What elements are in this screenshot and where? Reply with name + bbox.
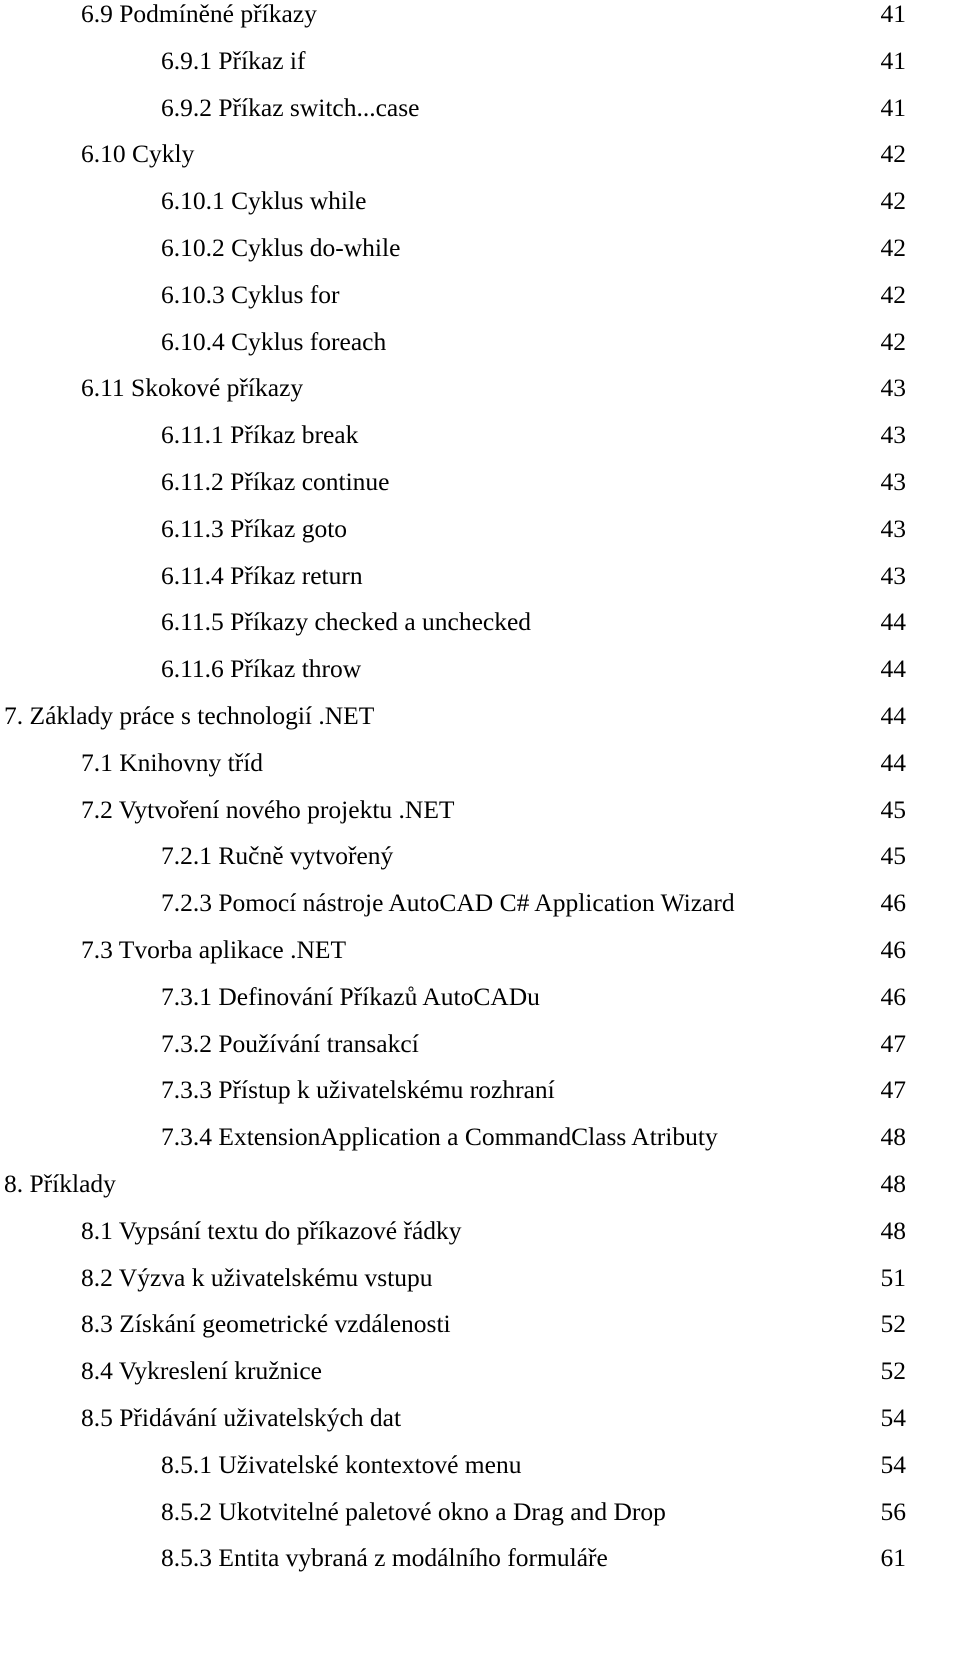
toc-entry[interactable] [0, 1451, 960, 1498]
toc-entry-page-number: 42 [880, 326, 906, 356]
toc-entry[interactable] [0, 328, 960, 375]
toc-entry-page-number: 46 [880, 934, 906, 964]
toc-entry-title: 8.5.1 Uživatelské kontextové menu [161, 1449, 522, 1479]
toc-entry-title: 6.9 Podmíněné příkazy [81, 0, 317, 28]
toc-entry-page-number: 41 [880, 45, 906, 75]
toc-entry[interactable] [0, 234, 960, 281]
toc-entry-page-number: 52 [880, 1309, 906, 1339]
toc-entry-page-number: 41 [880, 0, 906, 28]
toc-entry[interactable] [0, 1030, 960, 1077]
toc-entry[interactable] [0, 468, 960, 515]
toc-entry-page-number: 44 [880, 654, 906, 684]
toc-entry-page-number: 48 [880, 1215, 906, 1245]
toc-entry-title: 6.9.2 Příkaz switch...case [161, 92, 420, 122]
toc-entry-title: 6.10.2 Cyklus do-while [161, 232, 401, 262]
toc-entry[interactable] [0, 842, 960, 889]
toc-entry[interactable] [0, 889, 960, 936]
toc-entry-title: 8. Příklady [4, 1168, 116, 1198]
toc-entry-page-number: 46 [880, 981, 906, 1011]
toc-entry-title: 7.3.4 ExtensionApplication a CommandClass Atributy [161, 1122, 718, 1152]
toc-entry[interactable] [0, 1170, 960, 1217]
toc-entry-page-number: 61 [880, 1543, 906, 1573]
toc-entry[interactable] [0, 608, 960, 655]
toc-entry-page-number: 42 [880, 139, 906, 169]
toc-entry-title: 7.2 Vytvoření nového projektu .NET [81, 794, 455, 824]
toc-entry[interactable] [0, 1123, 960, 1170]
toc-entry[interactable] [0, 936, 960, 983]
toc-entry[interactable] [0, 1310, 960, 1357]
toc-entry-title: 6.11.4 Příkaz return [161, 560, 363, 590]
toc-entry-title: 6.11.1 Příkaz break [161, 420, 359, 450]
toc-entry[interactable] [0, 983, 960, 1030]
toc-entry-title: 7.1 Knihovny tříd [81, 747, 264, 777]
toc-entry-title: 8.5 Přidávání uživatelských dat [81, 1402, 402, 1432]
toc-entry-page-number: 45 [880, 794, 906, 824]
toc-entry[interactable] [0, 1357, 960, 1404]
toc-entry-title: 8.1 Vypsání textu do příkazové řádky [81, 1215, 462, 1245]
toc-entry[interactable] [0, 94, 960, 141]
toc-entry-page-number: 48 [880, 1122, 906, 1152]
toc-entry-title: 8.4 Vykreslení kružnice [81, 1356, 323, 1386]
toc-entry-page-number: 54 [880, 1449, 906, 1479]
toc-entry-page-number: 51 [880, 1262, 906, 1292]
toc-entry[interactable] [0, 140, 960, 187]
toc-entry-page-number: 56 [880, 1496, 906, 1526]
toc-entry-title: 8.3 Získání geometrické vzdálenosti [81, 1309, 451, 1339]
toc-entry-title: 6.10.4 Cyklus foreach [161, 326, 387, 356]
toc-entry-title: 7.2.3 Pomocí nástroje AutoCAD C# Application Wizard [161, 888, 735, 918]
toc-entry-title: 7.3.2 Používání transakcí [161, 1028, 419, 1058]
toc-entry-title: 6.9.1 Příkaz if [161, 45, 306, 75]
toc-entry[interactable] [0, 1404, 960, 1451]
toc-entry-title: 6.10 Cykly [81, 139, 195, 169]
toc-entry-title: 6.11.2 Příkaz continue [161, 466, 390, 496]
toc-entry-page-number: 43 [880, 466, 906, 496]
toc-entry-page-number: 43 [880, 420, 906, 450]
toc-entry[interactable] [0, 562, 960, 609]
toc-entry[interactable] [0, 374, 960, 421]
toc-entry[interactable] [0, 515, 960, 562]
toc-entry[interactable] [0, 655, 960, 702]
toc-entry-page-number: 44 [880, 700, 906, 730]
toc-entry-page-number: 46 [880, 888, 906, 918]
toc-entry-page-number: 41 [880, 92, 906, 122]
toc-entry-title: 7.3 Tvorba aplikace .NET [81, 934, 347, 964]
toc-entry-page-number: 42 [880, 232, 906, 262]
toc-entry[interactable] [0, 281, 960, 328]
toc-entry-title: 7.3.1 Definování Příkazů AutoCADu [161, 981, 540, 1011]
toc-entry[interactable] [0, 1076, 960, 1123]
toc-entry[interactable] [0, 749, 960, 796]
toc-entry-title: 7.3.3 Přístup k uživatelskému rozhraní [161, 1075, 555, 1105]
toc-entry-title: 8.5.2 Ukotvitelné paletové okno a Drag and Drop [161, 1496, 666, 1526]
toc-entry[interactable] [0, 1264, 960, 1311]
toc-entry-page-number: 43 [880, 513, 906, 543]
toc-entry[interactable] [0, 1498, 960, 1545]
toc-entry[interactable] [0, 187, 960, 234]
toc-entry-page-number: 45 [880, 841, 906, 871]
toc-entry-page-number: 54 [880, 1402, 906, 1432]
toc-entry-title: 6.11.5 Příkazy checked a unchecked [161, 607, 532, 637]
toc-entry-page-number: 42 [880, 186, 906, 216]
toc-entry-page-number: 52 [880, 1356, 906, 1386]
toc-entry-title: 7.2.1 Ručně vytvořený [161, 841, 394, 871]
toc-entry[interactable] [0, 47, 960, 94]
toc-entry-title: 6.10.1 Cyklus while [161, 186, 367, 216]
toc-entry[interactable] [0, 1217, 960, 1264]
toc-entry-page-number: 48 [880, 1168, 906, 1198]
toc-entry[interactable] [0, 702, 960, 749]
toc-entry-page-number: 43 [880, 373, 906, 403]
toc-entry[interactable] [0, 0, 960, 47]
toc-entry-title: 8.5.3 Entita vybraná z modálního formuláře [161, 1543, 608, 1573]
toc-entry-page-number: 42 [880, 279, 906, 309]
toc-entry-page-number: 44 [880, 607, 906, 637]
toc-entry-title: 6.11 Skokové příkazy [81, 373, 304, 403]
toc-entry-title: 6.11.3 Příkaz goto [161, 513, 348, 543]
toc-entry[interactable] [0, 1544, 960, 1591]
toc-entry-page-number: 43 [880, 560, 906, 590]
toc-entry-page-number: 44 [880, 747, 906, 777]
toc-entry[interactable] [0, 421, 960, 468]
toc-entry-title: 6.11.6 Příkaz throw [161, 654, 362, 684]
toc-entry-page-number: 47 [880, 1028, 906, 1058]
toc-entry-title: 7. Základy práce s technologií .NET [4, 700, 375, 730]
toc-entry-title: 6.10.3 Cyklus for [161, 279, 340, 309]
toc-entry-title: 8.2 Výzva k uživatelskému vstupu [81, 1262, 433, 1292]
toc-entry[interactable] [0, 796, 960, 843]
toc-entry-page-number: 47 [880, 1075, 906, 1105]
